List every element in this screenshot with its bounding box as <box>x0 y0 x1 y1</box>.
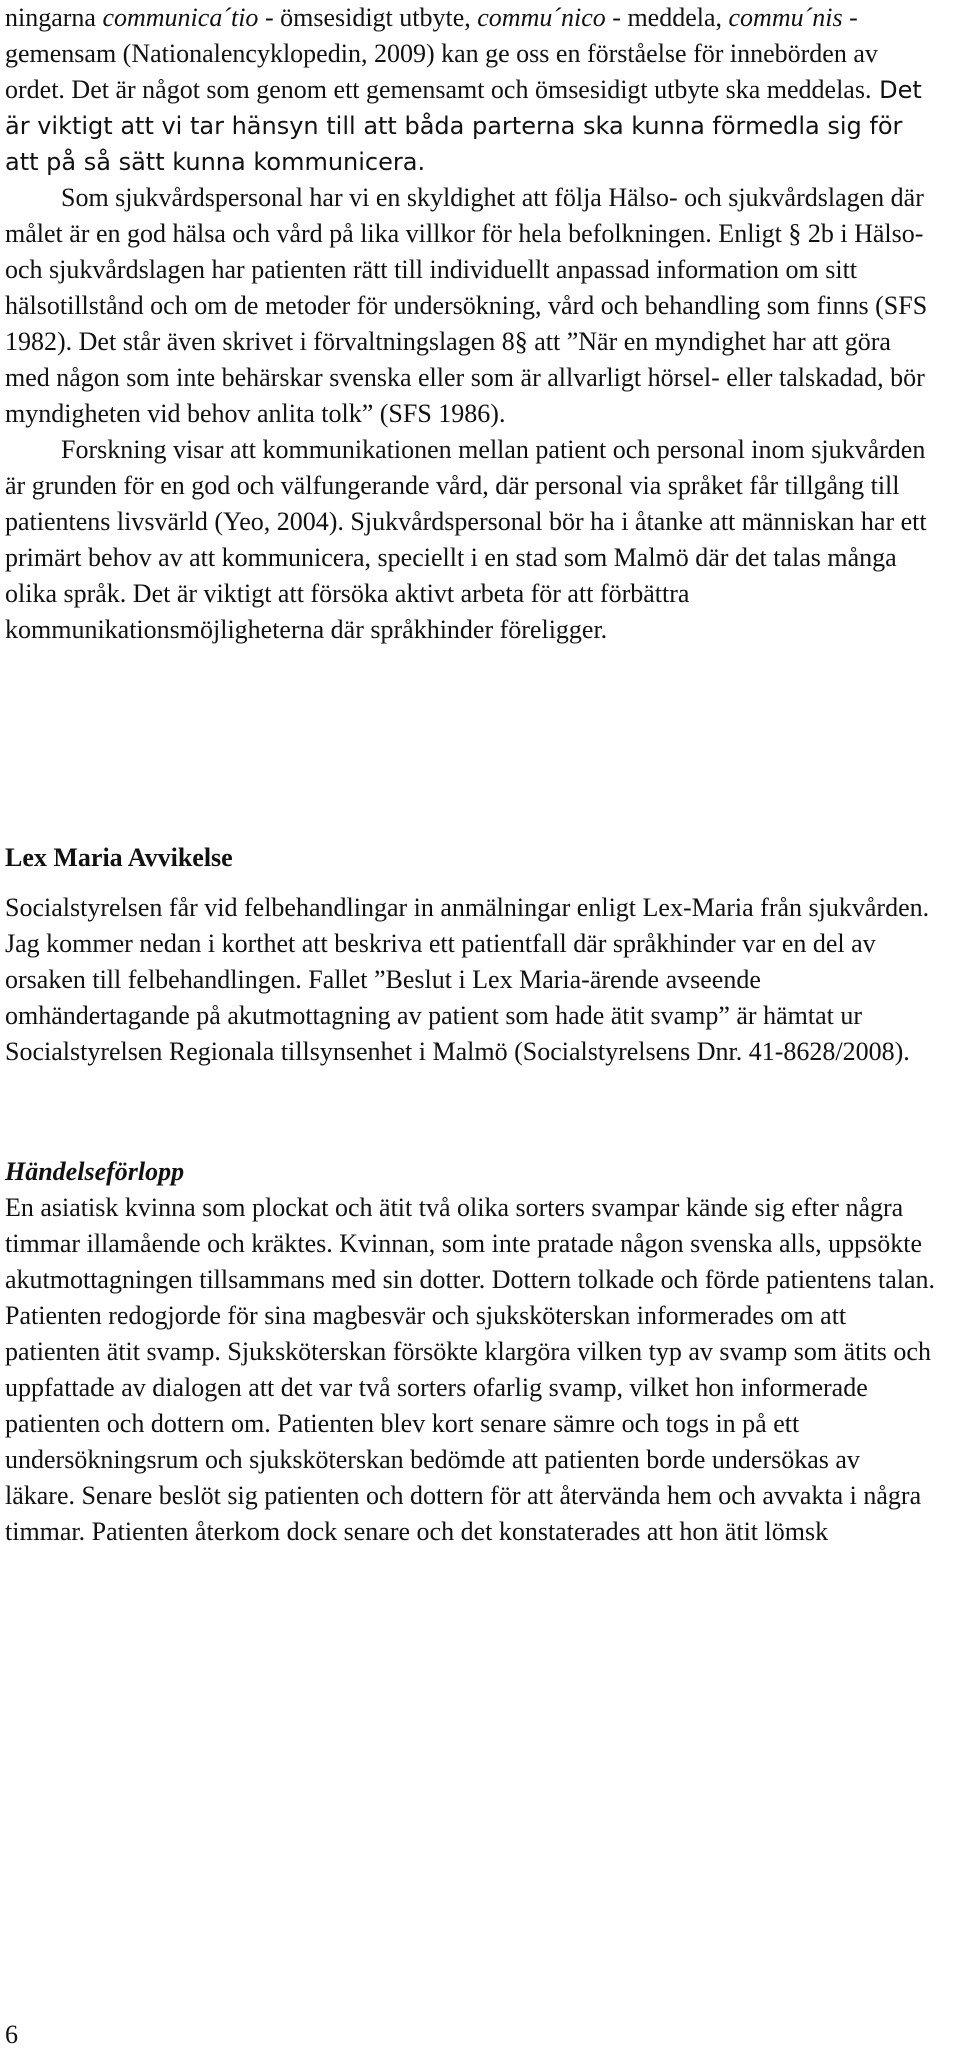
paragraph-lex-maria: Socialstyrelsen får vid felbehandlingar in anmälningar enligt Lex-Maria från sjukvården. Jag kommer nedan i korthet att beskriva ett patientfall där språkhinder var en del av orsaken till felbehandlingen. Fallet ”Beslut i Lex Maria-ärende avseende omhändertagande på akutmottagning av patient som hade ätit svamp” är hämtat ur Socialstyrelsen Regionala tillsynsenhet i Malmö (Socialstyrelsens Dnr. 41-8628/2008). <box>5 893 930 1066</box>
section-heading-lex-maria: Lex Maria Avvikelse <box>5 843 233 872</box>
document-page <box>5 0 935 1546</box>
text-segment: - gemensam (Nationalencyklopedin, 2009) kan ge oss en förståelse för innebörden av ordet. Det är något som genom ett gemensamt och ömsesidigt utbyte ska meddelas. <box>5 3 878 104</box>
paragraph-legislation: Som sjukvårdspersonal har vi en skyldighet att följa Hälso- och sjukvårdslagen där målet är en god hälsa och vård på lika villkor för hela befolkningen. Enligt § 2b i Hälso- och sjukvårdslagen har patienten rätt till individuellt anpassad information om sitt hälsotillstånd och om de metoder för undersökning, vård och behandling som finns (SFS 1982). Det står även skrivet i förvaltningslagen 8§ att ”När en myndighet har att göra med någon som inte behärskar svenska eller som är allvarligt hörsel- eller talskadad, bör myndigheten vid behov anlita tolk” (SFS 1986). <box>5 183 928 428</box>
latin-term: communica´tio <box>102 3 259 32</box>
text-segment: ningarna <box>5 3 103 32</box>
page-number: 6 <box>5 2020 18 2049</box>
latin-term: commu´nis <box>728 3 843 32</box>
text-segment: - meddela, <box>605 3 729 32</box>
text-segment: Det är viktigt att vi tar hänsyn till att båda parterna ska kunna förmedla sig för att på så sätt kunna kommunicera. <box>5 76 922 176</box>
latin-term: commu´nico <box>477 3 606 32</box>
subheading-handelseforlopp: Händelseförlopp <box>5 1157 185 1186</box>
text-segment: - ömsesidigt utbyte, <box>258 3 478 32</box>
paragraph-research: Forskning visar att kommunikationen mellan patient och personal inom sjukvården är grunden för en god och välfungerande vård, där personal via språket får tillgång till patientens livsvärld (Yeo, 2004). Sjukvårdspersonal bör ha i åtanke att människan har ett primärt behov av att kommunicera, speciellt i en stad som Malmö där det talas många olika språk. Det är viktigt att försöka aktivt arbeta för att förbättra kommunikationsmöjligheterna där språkhinder föreligger. <box>5 435 927 644</box>
paragraph-handelseforlopp: En asiatisk kvinna som plockat och ätit två olika sorters svampar kände sig efter några timmar illamående och kräktes. Kvinnan, som inte pratade någon svenska alls, uppsökte akutmottagningen tillsammans med sin dotter. Dottern tolkade och förde patientens talan. Patienten redogjorde för sina magbesvär och sjuksköterskan informerades om att patienten ätit svamp. Sjuksköterskan försökte klargöra vilken typ av svamp som ätits och uppfattade av dialogen att det var två sorters ofarlig svamp, vilket hon informerade patienten och dottern om. Patienten blev kort senare sämre och togs in på ett undersökningsrum och sjuksköterskan bedömde att patienten borde undersökas av läkare. Senare beslöt sig patienten och dottern för att återvända hem och avvakta i några timmar. Patienten återkom dock senare och det konstaterades att hon ätit lömsk <box>5 1193 935 1546</box>
paragraph-communication <box>5 0 935 180</box>
